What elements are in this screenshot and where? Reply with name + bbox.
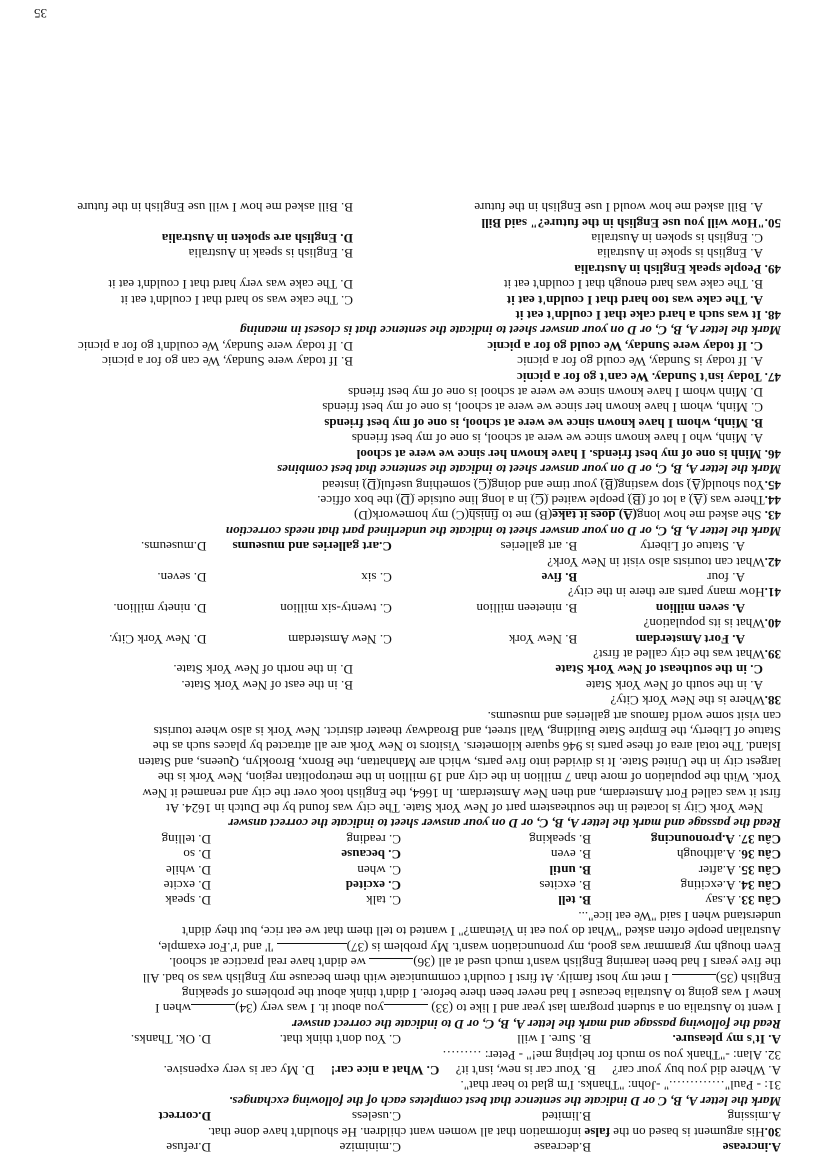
q42-option-b: B. art galleries	[500, 539, 578, 555]
q34-option-d: D. excite	[163, 878, 211, 894]
q41-option-d: D. seven.	[157, 569, 207, 585]
q49-options-cd	[23, 231, 781, 246]
q49-options-ab	[23, 246, 781, 261]
q48-option-c: C. The cake was so hard that I couldn't eat it	[120, 292, 353, 308]
q43-part-a: (A) does it take	[552, 508, 637, 524]
q38-option-a: A. in the south of New York State	[585, 677, 763, 693]
q45-stem: 45.You should(A) stop wasting(B) your time and doing(C) something useful(D) instead	[322, 477, 781, 493]
q39-option-a: A. Fort Amsterdam	[635, 631, 745, 647]
q32-option-d: D. Ok. Thanks.	[130, 1032, 211, 1048]
q33-option-b: B. tell	[558, 893, 591, 909]
q48-option-a: A. The cake was too hard that I couldn't eat it	[506, 292, 763, 308]
q35-option-b: B. until	[549, 862, 591, 878]
q38-option-c: C. in the southeast of New York State	[555, 662, 763, 678]
q45-part-a: (A)	[687, 477, 706, 493]
q35-option-c: C. when	[357, 862, 401, 878]
q43-part-d: (D)	[354, 508, 373, 524]
q50-option-a: A. Bill asked me how would I use English in the future	[474, 200, 763, 216]
q47-option-c: C. If today were Sunday, We could go for a picnic	[487, 338, 763, 354]
q30-option2-b: B.limited	[541, 1109, 591, 1125]
q40-option-c: C. twenty-six million	[280, 600, 392, 616]
q33-label: Câu 33	[741, 893, 781, 909]
q41-option-b: B. five	[541, 569, 578, 585]
q43-stem: 43. She asked me how long(A) does it take(B) me to finish(C) my homework(D)	[354, 508, 781, 524]
page-content	[23, 200, 781, 1155]
blank-36	[369, 958, 413, 970]
q49-option-c: C. English is spoken in Australia	[591, 231, 763, 247]
q46-option-a: A. Minh, who I have known since we were at school, is one of my best friends	[351, 431, 763, 447]
q38-option-d: D. in the north of New York State.	[173, 662, 353, 678]
q31-option-b: B. Your car is new, isn't it?	[455, 1062, 596, 1078]
q42-option-c: C.art galleries and museums	[232, 539, 392, 555]
q40-option-b: B. nineteen million	[476, 600, 578, 616]
q40-option-a: A. seven million	[655, 600, 745, 616]
blank-37	[277, 943, 347, 955]
q47-stem: 47. Today isn't Sunday. We can't go for a picnic	[516, 369, 781, 385]
q35-options: Câu 35. A.after B. until C. when D. while	[23, 862, 781, 877]
q36-option-a: A.although	[676, 847, 736, 863]
instruction-correction: Mark the letter A, B, C, or D on your answer sheet to indicate the underlined part that needs correction	[225, 523, 781, 539]
q39-option-c: C. New Amsterdam	[288, 631, 392, 647]
q47-option-b: B. If today were Sunday, We can go for a picnic	[102, 354, 353, 370]
q41-option-a: A. four	[707, 569, 745, 585]
q35-option-d: D. while	[165, 862, 211, 878]
q35-label: Câu 35	[741, 862, 781, 878]
q44-part-d: (D)	[396, 492, 415, 508]
q42-option-d: D.museums.	[140, 539, 207, 555]
q46-stem: 46. Minh is one of my best friends. I have known her since we were at school	[356, 446, 781, 462]
q37-label: Câu 37	[741, 831, 781, 847]
instruction-exchanges: Mark the letter A, B, C or D indicate the sentence that best completes each of the following exchanges.	[229, 1093, 781, 1109]
q32-option-c: C. You don't think that.	[279, 1032, 401, 1048]
q37-option-c: C. reading	[346, 831, 401, 847]
q43-part-b: (B) me to	[498, 508, 553, 524]
q50-option-b: B. Bill asked me how I will use English in the future	[77, 200, 353, 216]
q45-part-d: (D)	[362, 477, 381, 493]
q40-stem: 40.What is its population?	[643, 616, 781, 632]
q44-part-b: (B)	[627, 492, 646, 508]
q38-options-ab	[23, 677, 781, 692]
q43-part-c-word: finish	[468, 508, 499, 524]
q34-option-c: C. excited	[345, 878, 401, 894]
passage1-line-3: English (35) I met my host family. At first I couldn't communicate with them because my English was so bad. All	[142, 970, 781, 986]
q39-option-d: D. New York City.	[109, 631, 207, 647]
q39-option-b: B. New York	[508, 631, 578, 647]
q36-option-d: D. so	[183, 847, 211, 863]
q42-options	[23, 539, 781, 554]
q40-options	[23, 600, 781, 615]
q39-stem: 39.What was the city called at first?	[593, 647, 781, 662]
q47-options-cd	[23, 338, 781, 353]
q30-stem: 30.His argument is based on the false information that all women want children. He shouldn't have done that.	[207, 1124, 781, 1140]
q37-options: Câu 37. A.pronouncing B. speaking C. reading D. telling	[23, 831, 781, 846]
q42-stem: 42.What can tourists also visit in New York?	[547, 554, 781, 570]
q41-stem: 41.How many parts are there in the city?	[567, 585, 781, 601]
q31-option-a: A. Where did you buy your car?	[612, 1062, 781, 1078]
q47-options-ab	[23, 354, 781, 369]
passage1-line-4: the five years I had been learning English wasn't much used at all (36) we didn't have real practice at school.	[169, 955, 781, 971]
q31-option-d: D. My car is very expensive.	[163, 1062, 315, 1078]
q41-options	[23, 570, 781, 585]
q32-option-b: B. Sure. I will	[517, 1032, 591, 1048]
q33-option-a: A.say	[705, 893, 736, 909]
q32-options	[23, 1032, 781, 1047]
q34-options: Câu 34. A.exciting B. excites C. excited D. excite	[23, 878, 781, 893]
q38-stem: 38.Where is the New York City?	[610, 693, 781, 709]
q40-option-d: D. ninety million.	[113, 600, 207, 616]
q33-option-d: D. speak	[165, 893, 211, 909]
q37-option-b: B. speaking	[529, 831, 591, 847]
instruction-closest: Mark the letter A, B, C, or D on your answer sheet to indicate the sentence that is closest in meaning	[239, 323, 781, 339]
q46-option-b: B. Minh, whom I have known since we were at school, is one of my best friends	[324, 415, 763, 431]
q48-option-b: B. The cake was hard enough that I couldn't eat it	[503, 277, 763, 293]
q35-option-a: A.after	[698, 862, 736, 878]
q36-options: Câu 36. A.although B. even C. because D. so	[23, 847, 781, 862]
instruction-combine: Mark the letter A, B, C, or D on your answer sheet to indicate the sentence that best combines	[276, 462, 781, 478]
page-number: 35	[34, 6, 47, 21]
q47-option-a: A. If today is Sunday, We could go for a picnic	[517, 354, 763, 370]
passage2-line-4: largest city in the United State. It is divided into five parts, which are Manhattan, the Bronx, Brooklyn, Queens, and Staten	[138, 754, 781, 770]
q43-part-c: (C) my homework	[372, 508, 469, 524]
passage2-line-2: first it was called Fort Amsterdam, and then New Amsterdam. In 1664, the English took over the city and renamed it New	[142, 785, 781, 801]
q38-options-cd	[23, 662, 781, 677]
q45-part-b: (B)	[600, 477, 618, 493]
q30-option2-d: D.correct	[158, 1109, 211, 1125]
instruction-passage-2: Read the passage and mark the letter A, B, C, or D on your answer sheet to indicate the correct answer	[228, 816, 781, 832]
q30-option-b: B.decrease	[533, 1140, 591, 1155]
passage2-line-3: York. With the population of more than 7 million in the city and 19 million in the metropolitan region, New York is the	[157, 770, 781, 786]
q34-option-b: B. excites	[539, 878, 591, 894]
q44-stem: 44.There was (A) a lot of (B) people waited (C) in a long line outside (D) the box office.	[317, 492, 781, 508]
q30-option-a: A.increase	[722, 1140, 781, 1155]
q34-option-a: A.exciting	[680, 878, 736, 894]
blank-35	[672, 974, 716, 986]
q30-options	[23, 1109, 781, 1124]
q46-option-c: C. Minh, whom I have known her since we were at school, is one of my best friends	[322, 400, 763, 416]
q30-option-c: C.minimize	[339, 1140, 401, 1155]
q34-label: Câu 34	[741, 878, 781, 894]
q41-option-c: C. six	[361, 569, 392, 585]
q47-option-d: D. If today were Sunday, We couldn't go for a picnic	[77, 338, 353, 354]
passage2-line-1: New York City is located in the southeastern part of New York State. The city was found by the Dutch in 1624. At	[166, 801, 763, 817]
q31-options	[23, 1063, 781, 1078]
q49-option-d: D. English are spoken in Australia	[161, 231, 353, 247]
passage1-line-7: understand when I said "We eat lice"...	[578, 908, 781, 924]
passage2-line-6: Statue of Liberty, the Empire State Building, Wall street, and Broadway theater district. New York is also where tourists	[153, 724, 781, 740]
q30-option2-a: A.missing	[727, 1109, 781, 1125]
q36-label: Câu 36	[741, 847, 781, 863]
blank-33	[384, 1004, 428, 1016]
q37-option-a: A.pronouncing	[650, 831, 735, 847]
blank-34	[191, 1004, 235, 1016]
q32-option-a: A. It's my pleasure.	[672, 1032, 781, 1048]
q44-part-a: (A)	[688, 492, 708, 508]
q46-option-d: D. Minh whom I have known since we were at school is one of my best friends	[348, 385, 763, 401]
q50-options-ab	[23, 200, 781, 215]
q49-stem: 49. People speak English in Australia	[574, 261, 781, 277]
passage1-line-5: Even though my grammar was good, my pronunciation wasn't. My problem is (37) 'l' and 'r'.For example,	[158, 939, 781, 955]
q37-option-d: D. telling	[161, 831, 211, 847]
q33-options: Câu 33. A.say B. tell C. talk D. speak	[23, 893, 781, 908]
q49-option-b: B. English is speak in Australia	[188, 246, 353, 262]
q36-option-c: C. because	[341, 847, 401, 863]
passage2-line-7: can visit some world famous art galleries and museums.	[487, 708, 781, 724]
q33-option-c: C. talk	[366, 893, 401, 909]
passage1-line-6: Australian people often asked "What do you eat in Vietnam?" I wanted to tell them that we eat rice, but they didn't	[182, 924, 781, 940]
q32-stem: 32. Alan: -"Thank you so much for helping me!" - Peter: ………	[442, 1047, 781, 1063]
passage2-line-5: Island. The total area of these parts is 946 square kilometers. Visitors to New York are all attracted by places such as the	[152, 739, 781, 755]
q42-option-a: A. Statue of Liberty	[640, 539, 745, 555]
q48-option-d: D. The cake was very hard that I couldn't eat it	[108, 277, 353, 293]
q30-option-d: D.refuse	[166, 1140, 211, 1155]
q31-option-c: C. What a nice car!	[330, 1062, 440, 1078]
q39-options	[23, 631, 781, 646]
q30-options-top	[23, 1140, 781, 1155]
q44-part-c: (C)	[530, 492, 549, 508]
q48-stem: 48. It was such a hard cake that I couldn't eat it	[515, 308, 781, 324]
q50-stem: 50."How will you use English in the future?" said Bill	[481, 215, 781, 231]
q48-options-ac	[23, 292, 781, 307]
q31-stem: 31: - Paul"…………." -John: "Thanks. I'm glad to hear that".	[460, 1078, 781, 1094]
q36-option-b: B. even	[551, 847, 591, 863]
q49-option-a: A. English is spoke in Australia	[597, 246, 763, 262]
passage1-line-2: knew I was going to Australia because I had never been there before. I didn't think about the problems of speaking	[181, 985, 781, 1001]
q38-option-b: B. in the east of New York State.	[181, 677, 353, 693]
instruction-passage-1: Read the following passage and mark the letter A, B, C, or D to indicate the correct answer	[291, 1016, 781, 1032]
q45-part-c: (C)	[473, 477, 492, 493]
q30-option2-c: C.useless	[351, 1109, 401, 1125]
q48-options-bd	[23, 277, 781, 292]
passage1-line-1: I went to Australia on a student program last year and I like to (33) you about it. I was very (34)when I	[155, 1001, 781, 1017]
